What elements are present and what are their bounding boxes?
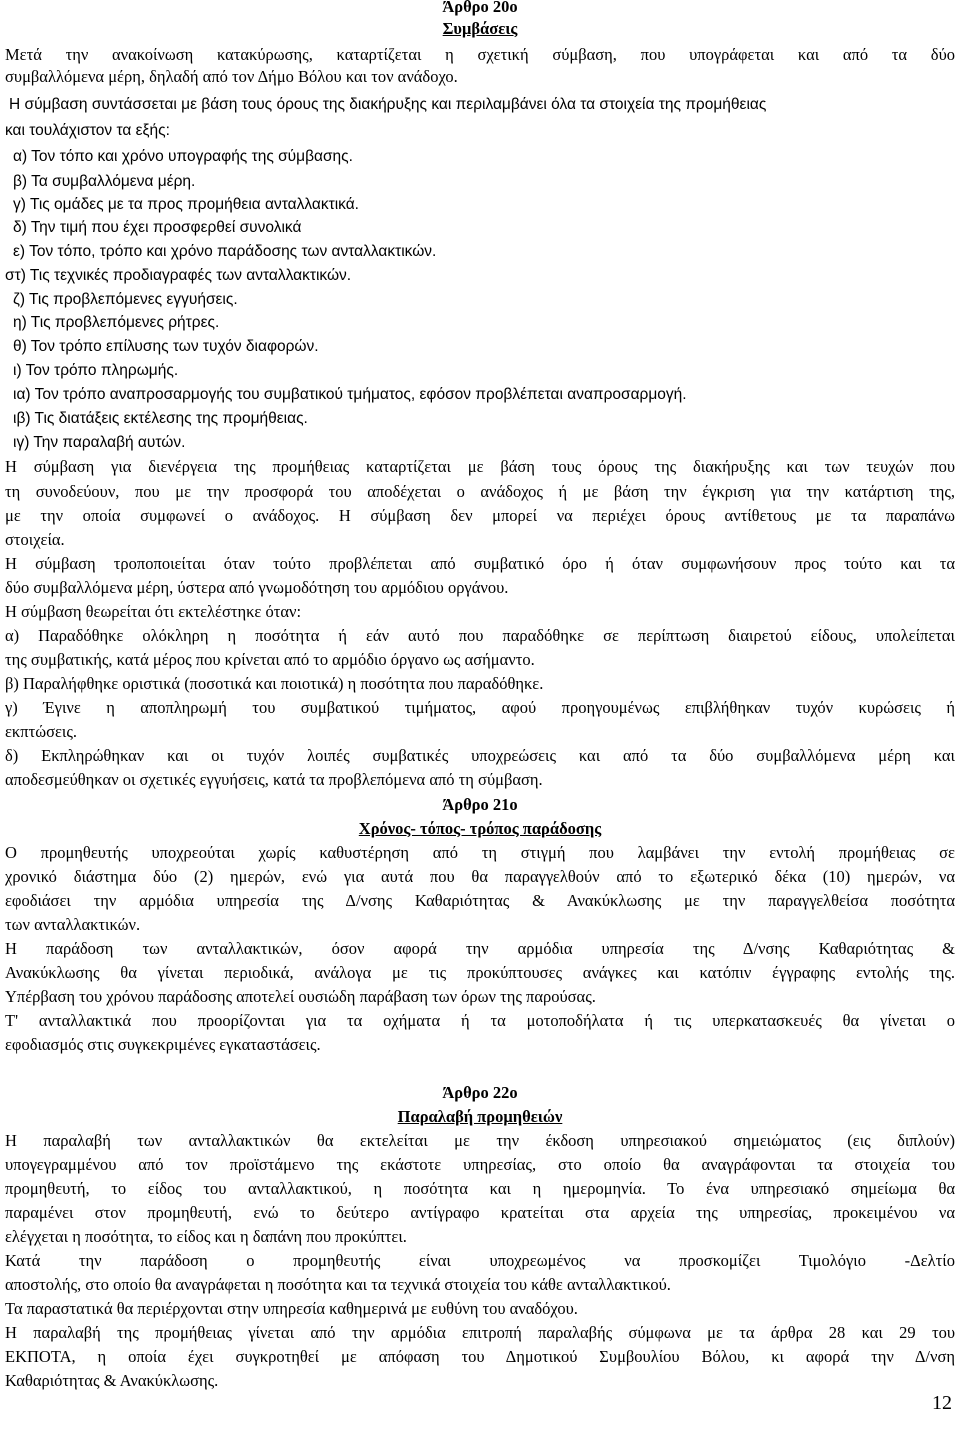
paragraph-line: α) Παραδόθηκε ολόκληρη η ποσότητα ή εάν αυτό που παραδόθηκε σε περίπτωση διαιρετού είδους, υπολείπεται (5, 626, 955, 645)
paragraph-line: Η σύμβαση για διενέργεια της προμήθειας καταρτίζεται με βάση τους όρους της διακήρυξης και των τευχών που (5, 457, 955, 476)
paragraph-line: Μετά την ανακοίνωση κατακύρωσης, καταρτίζεται η σχετική σύμβαση, που υπογράφεται και από τα δύο (5, 45, 955, 64)
list-item: ια) Τον τρόπο αναπροσαρμογής του συμβατικού τμήματος, εφόσον προβλέπεται αναπροσαρμογή. (13, 386, 687, 403)
list-item: α) Τον τόπο και χρόνο υπογραφής της σύμβασης. (13, 148, 353, 165)
article-20-title: Συμβάσεις (442, 19, 518, 38)
article-21-title: Χρόνος- τόπος- τρόπος παράδοσης (358, 819, 602, 838)
paragraph-line: τη συνοδεύουν, που με την προσφορά του αποδέχεται ο ανάδοχος ή με βάση την έγκριση για την κατάρτιση της, (5, 482, 955, 501)
paragraph-line: Η σύμβαση τροποποιείται όταν τούτο προβλέπεται από συμβατικό όρο ή όταν συμφωνήσουν προς τούτο και τα (5, 554, 955, 573)
article-22-title: Παραλαβή προμηθειών (397, 1107, 563, 1126)
paragraph-line: αποδεσμεύθηκαν οι σχετικές εγγυήσεις, κατά τα προβλεπόμενα από τη σύμβαση. (5, 770, 543, 789)
paragraph-line: Ο προμηθευτής υποχρεούται χωρίς καθυστέρηση από τη στιγμή που λαμβάνει την εντολή προμήθειας σε (5, 843, 955, 862)
list-item: ζ) Τις προβλεπόμενες εγγυήσεις. (13, 291, 238, 308)
page-number: 12 (932, 1392, 952, 1414)
paragraph-line: της συμβατικής, κατά μέρος που κρίνεται από το αρμόδιο όργανο ως ασήμαντο. (5, 650, 535, 669)
paragraph-line: Η σύμβαση συντάσσεται με βάση τους όρους της διακήρυξης και περιλαμβάνει όλα τα στοιχεία της προμήθειας (9, 96, 767, 113)
paragraph-line: δύο συμβαλλόμενα μέρη, ύστερα από γνωμοδότηση του αρμόδιου οργάνου. (5, 578, 509, 597)
article-21-number: Άρθρο 21ο (442, 795, 518, 814)
article-20-number: Άρθρο 20ο (442, 0, 518, 16)
paragraph-line: παραμένει στον προμηθευτή, ενώ το δεύτερο αντίγραφο κρατείται στα αρχεία της υπηρεσίας, προκειμένου να (5, 1203, 955, 1222)
paragraph-line: Η παραλαβή των ανταλλακτικών θα εκτελείται με την έκδοση υπηρεσιακού σημειώματος (εις διπλούν) (5, 1131, 955, 1150)
paragraph-line: Η σύμβαση θεωρείται ότι εκτελέστηκε όταν: (5, 602, 302, 621)
paragraph-line: Υπέρβαση του χρόνου παράδοσης αποτελεί ουσιώδη παράβαση των όρων της παρούσας. (5, 987, 596, 1006)
paragraph-line: εκπτώσεις. (5, 722, 77, 741)
list-item: ιγ) Την παραλαβή αυτών. (13, 434, 186, 451)
list-item: θ) Τον τρόπο επίλυσης των τυχόν διαφορών. (13, 338, 319, 355)
paragraph-line: στοιχεία. (5, 530, 65, 549)
paragraph-line: Ανακύκλωσης θα γίνεται περιοδικά, ανάλογα με τις προκύπτουσες ανάγκες και κατόπιν έγγραφης εντολής της. (5, 963, 955, 982)
paragraph-line: Η παράδοση των ανταλλακτικών, όσον αφορά την αρμόδια υπηρεσία της Δ/νσης Καθαριότητας & (5, 939, 955, 958)
paragraph-line: Η παραλαβή της προμήθειας γίνεται από την αρμόδια επιτροπή παραλαβής σύμφωνα με τα άρθρα 28 και 29 του (5, 1323, 955, 1342)
paragraph-line: με την οποία συμφωνεί ο ανάδοχος. Η σύμβαση δεν μπορεί να περιέχει όρους αντίθετους με τα παραπάνω (5, 506, 955, 525)
paragraph-line: β) Παραλήφθηκε οριστικά (ποσοτικά και ποιοτικά) η ποσότητα που παραδόθηκε. (5, 674, 544, 693)
list-item: στ) Τις τεχνικές προδιαγραφές των ανταλλακτικών. (5, 267, 352, 284)
paragraph-line: εφοδιασμός στις συγκεκριμένες εγκαταστάσεις. (5, 1035, 321, 1054)
list-item: ι) Τον τρόπο πληρωμής. (13, 362, 179, 379)
paragraph-line: δ) Εκπληρώθηκαν και οι τυχόν λοιπές συμβατικές υποχρεώσεις και από τα δύο συμβαλλόμενα μέρη και (5, 746, 955, 765)
paragraph-line: ΕΚΠΟΤΑ, η οποία έχει συγκροτηθεί με απόφαση του Δημοτικού Συμβουλίου Βόλου, κι αφορά την Δ/νση (5, 1347, 955, 1366)
article-22-number: Άρθρο 22ο (442, 1083, 518, 1102)
paragraph-line: υπογεγραμμένου από τον προϊστάμενο της εκάστοτε υπηρεσίας, στο οποίο θα αναγράφονται τα στοιχεία του (5, 1155, 955, 1174)
list-item: η) Τις προβλεπόμενες ρήτρες. (13, 314, 220, 331)
paragraph-line: και τουλάχιστον τα εξής: (5, 122, 170, 139)
list-item: δ) Την τιμή που έχει προσφερθεί συνολικά (13, 219, 302, 236)
paragraph-line: Κατά την παράδοση ο προμηθευτής είναι υποχρεωμένος να προσκομίζει Τιμολόγιο -Δελτίο (5, 1251, 955, 1270)
paragraph-line: χρονικό διάστημα δύο (2) ημερών, ενώ για αυτά που θα παραγγελθούν από το εξωτερικό δέκα (10) ημερών, να (5, 867, 955, 886)
paragraph-line: αποστολής, στο οποίο θα αναγράφεται η ποσότητα και τα τεχνικά στοιχεία του κάθε ανταλλακτικού. (5, 1275, 671, 1294)
paragraph-line: Καθαριότητας & Ανακύκλωσης. (5, 1371, 219, 1390)
list-item: ιβ) Τις διατάξεις εκτέλεσης της προμήθειας. (13, 410, 308, 427)
paragraph-line: Τα παραστατικά θα περιέρχονται στην υπηρεσία καθημερινά με ευθύνη του αναδόχου. (5, 1299, 578, 1318)
paragraph-line: Τ' ανταλλακτικά που προορίζονται για τα οχήματα ή τα μοτοποδήλατα ή τις υπερκατασκευές θα γίνεται ο (5, 1011, 955, 1030)
paragraph-line: εφοδιάσει την αρμόδια υπηρεσία της Δ/νσης Καθαριότητας & Ανακύκλωσης με την παραγγελθείσα ποσότητα (5, 891, 955, 910)
paragraph-line: γ) Έγινε η αποπληρωμή του συμβατικού τιμήματος, αφού προηγουμένως επιβλήθηκαν τυχόν κυρώσεις ή (5, 698, 955, 717)
list-item: γ) Τις ομάδες με τα προς προμήθεια ανταλλακτικά. (13, 196, 359, 213)
list-item: ε) Τον τόπο, τρόπο και χρόνο παράδοσης των ανταλλακτικών. (13, 243, 437, 260)
paragraph-line: προμηθευτή, το είδος του ανταλλακτικού, η ποσότητα και η ημερομηνία. Το ένα υπηρεσιακό σημείωμα θα (5, 1179, 955, 1198)
paragraph-line: ελέγχεται η ποσότητα, το είδος και η δαπάνη που προκύπτει. (5, 1227, 407, 1246)
list-item: β) Τα συμβαλλόμενα μέρη. (13, 173, 196, 190)
paragraph-line: συμβαλλόμενα μέρη, δηλαδή από τον Δήμο Βόλου και τον ανάδοχο. (5, 67, 458, 86)
paragraph-line: των ανταλλακτικών. (5, 915, 141, 934)
